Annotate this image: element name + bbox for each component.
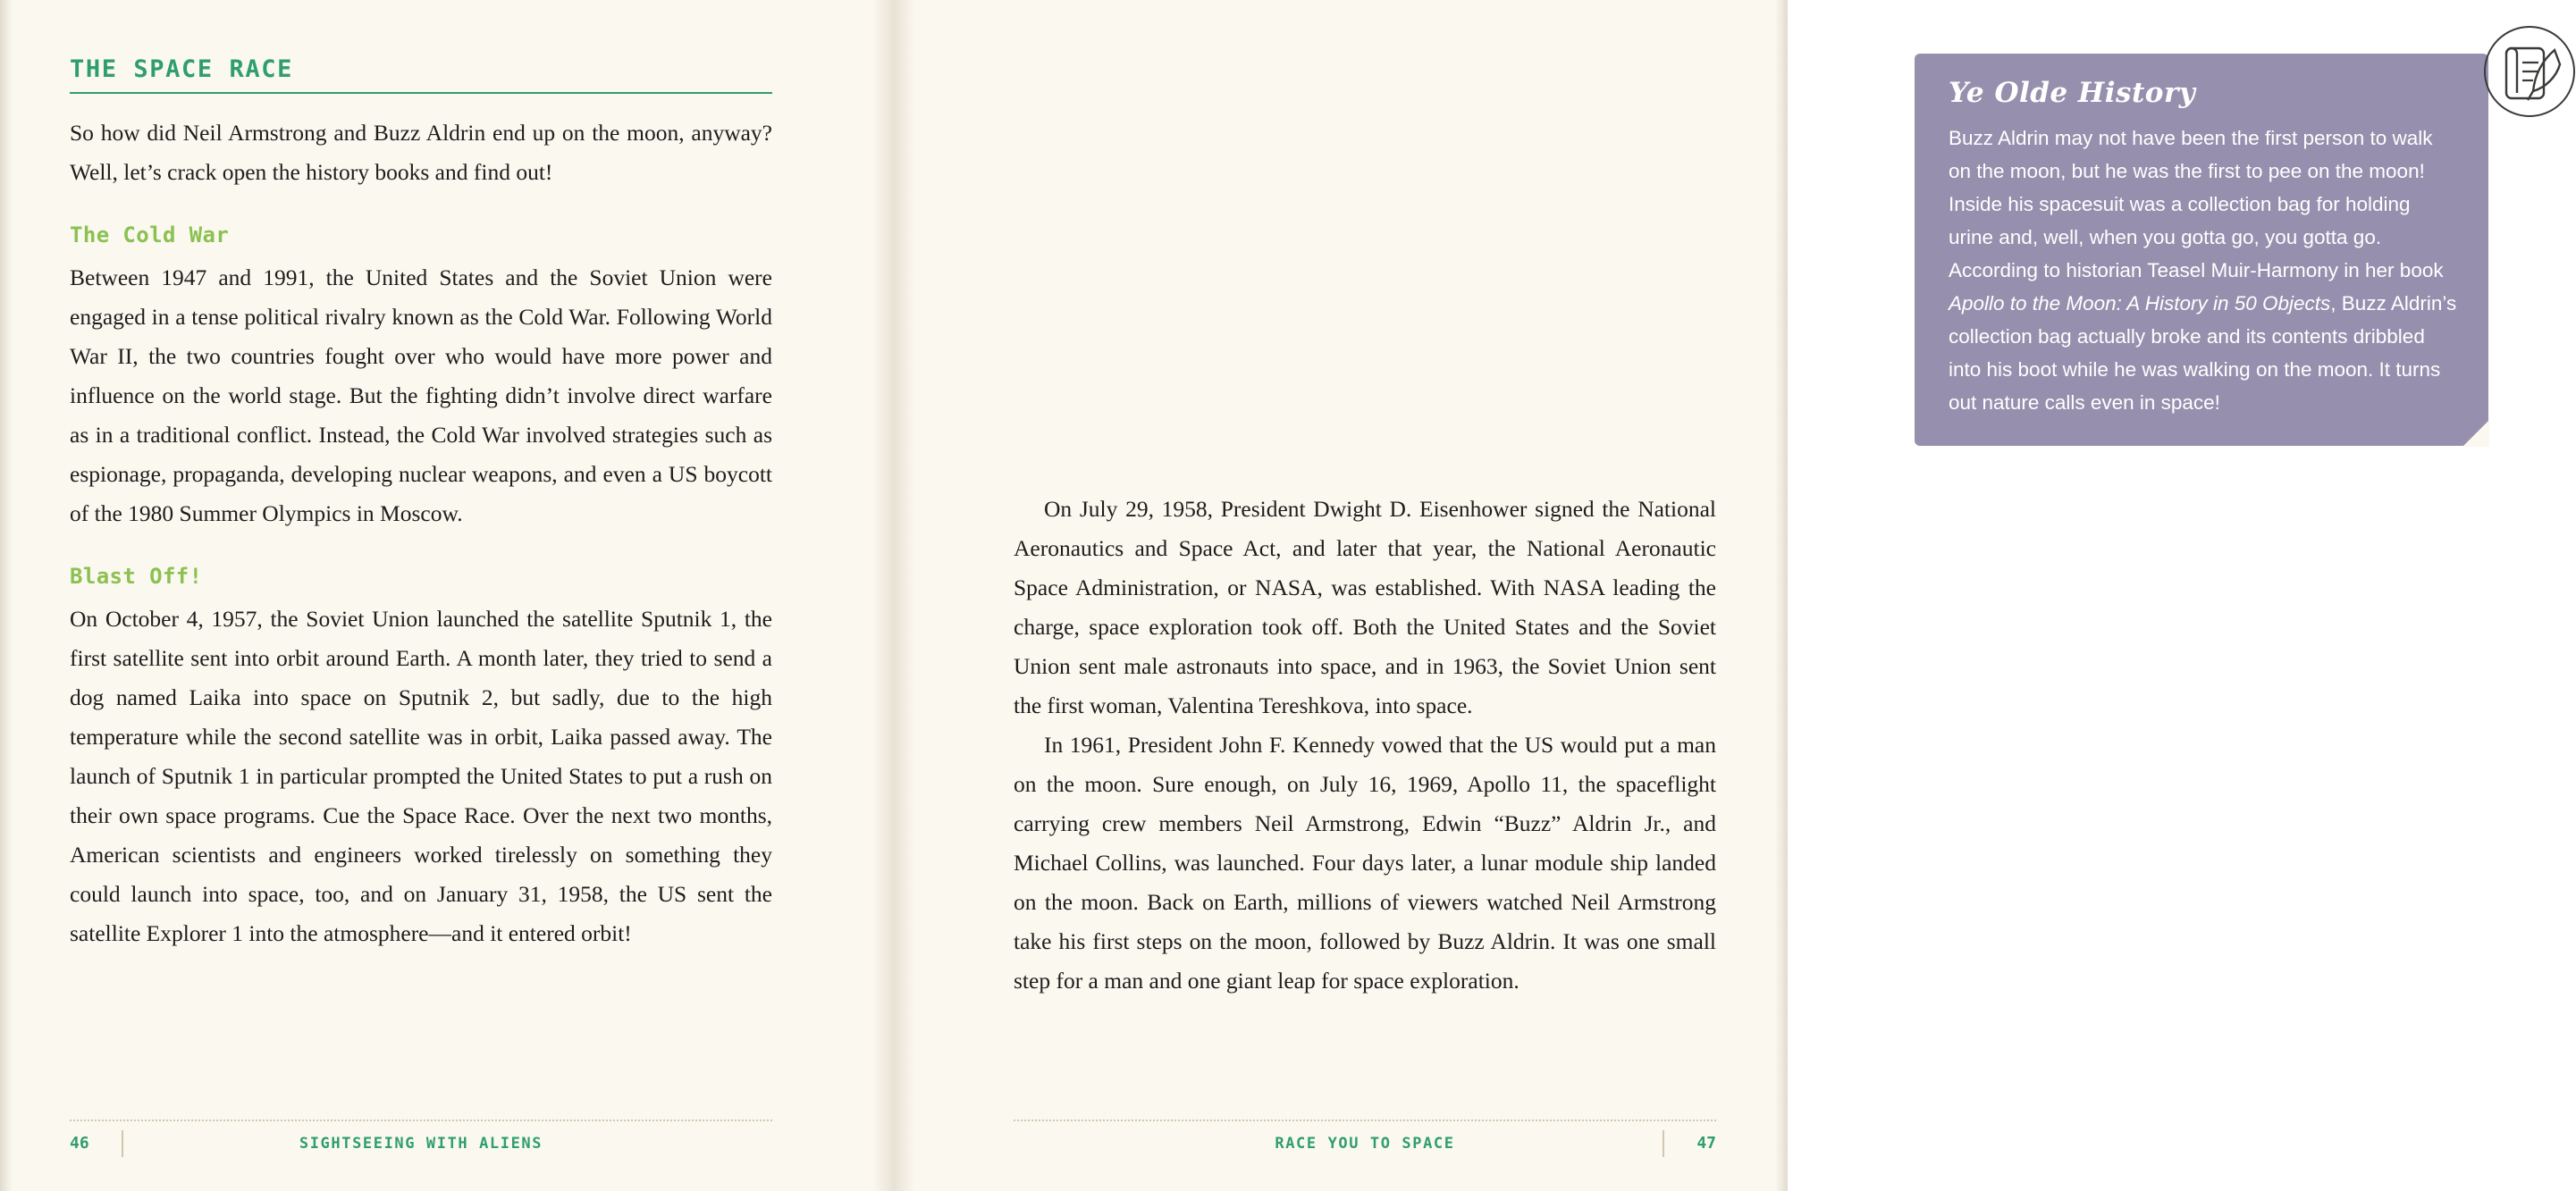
page-number: 47 [1696, 1134, 1716, 1153]
subsection-heading-cold-war: The Cold War [70, 222, 230, 247]
subsection-paragraph-blast-off: On October 4, 1957, the Soviet Union launched the satellite Sputnik 1, the first satellite sent into orbit around Earth. A month later, they tried to send a dog named Laika into space on Sputnik 2, but sadly, due to the high temperature while the second satellite was in orbit, Laika passed away. The launch of Sputnik 1 in particular prompted the United States to put a rush on their own space programs. Cue the Space Race. Over the next two months, American scientists and engineers worked tirelessly on something they could launch into space, too, and on January 31, 1958, the US sent the satellite Explorer 1 into the atmosphere—and it entered orbit! [70, 606, 772, 946]
footer-divider [70, 1120, 772, 1121]
subsection-paragraph-cold-war: Between 1947 and 1991, the United States and the Soviet Union were engaged in a tense political rivalry known as the Cold War. Following World War II, the two countries fought over who would have more power and influence on the world stage. But the fighting didn’t involve direct warfare as in a traditional conflict. Instead, the Cold War involved strategies such as espionage, propaganda, developing nuclear weapons, and even a US boycott of the 1980 Summer Olympics in Moscow. [70, 264, 772, 526]
sidebar-title: Ye Olde History [1949, 77, 2196, 109]
sidebar-text-part-1: Buzz Aldrin may not have been the first person to walk on the moon, but he was the first to pee on the moon! Inside his spacesuit was a collection bag for holding urine and, well, when you gotta go, you gotta go. According to historian Teasel Muir-Harmony in her book [1949, 127, 2444, 281]
page-title: THE SPACE RACE [70, 55, 293, 83]
body-paragraph-2: In 1961, President John F. Kennedy vowed that the US would put a man on the moon. Sure enough, on July 16, 1969, Apollo 11, the spaceflight carrying crew members Neil Armstrong, Edwin “Buzz” Aldrin Jr., and Michael Collins, was launched. Four days later, a lunar module ship landed on the moon. Back on Earth, millions of viewers watched Neil Armstrong take his first steps on the moon, followed by Buzz Aldrin. It was one small step for a man and one giant leap for space exploration. [1014, 732, 1716, 994]
sidebar-text-part-2: , Buzz Aldrin’s collection bag actually broke and its contents dribbled into his boot while he was walking on the moon. It turns out nature calls even in space! [1949, 292, 2457, 414]
running-head: RACE YOU TO SPACE [1275, 1135, 1455, 1153]
sidebar-body-text [1949, 122, 2458, 419]
page-number: 46 [70, 1134, 89, 1153]
body-paragraph-1: On July 29, 1958, President Dwight D. Eisenhower signed the National Aeronautics and Space Act, and later that year, the National Aeronautic Space Administration, or NASA, was established. With NASA leading the charge, space exploration took off. Both the United States and the Soviet Union sent male astronauts into space, and in 1963, the Soviet Union sent the first woman, Valentina Tereshkova, into space. [1014, 496, 1716, 718]
corner-fold [2462, 420, 2489, 447]
subsection-heading-blast-off: Blast Off! [70, 564, 203, 589]
scroll-quill-icon [2483, 25, 2576, 118]
sidebar-ye-olde-history [1915, 54, 2488, 446]
right-page [894, 0, 2457, 1191]
running-head: SIGHTSEEING WITH ALIENS [299, 1135, 543, 1153]
right-page-footer [1014, 1120, 1716, 1155]
left-page-footer [70, 1120, 772, 1155]
footer-row [70, 1134, 772, 1153]
left-page [0, 0, 894, 1191]
footer-row [1014, 1134, 1716, 1153]
intro-paragraph: So how did Neil Armstrong and Buzz Aldrin end up on the moon, anyway? Well, let’s crack open the history books and find out! [70, 120, 772, 185]
sidebar-book-title: Apollo to the Moon: A History in 50 Objects [1949, 292, 2331, 315]
left-page-text-column [70, 55, 772, 953]
title-underline-rule [70, 92, 772, 94]
right-page-text-column [1014, 490, 1716, 1001]
footer-divider [1014, 1120, 1716, 1121]
